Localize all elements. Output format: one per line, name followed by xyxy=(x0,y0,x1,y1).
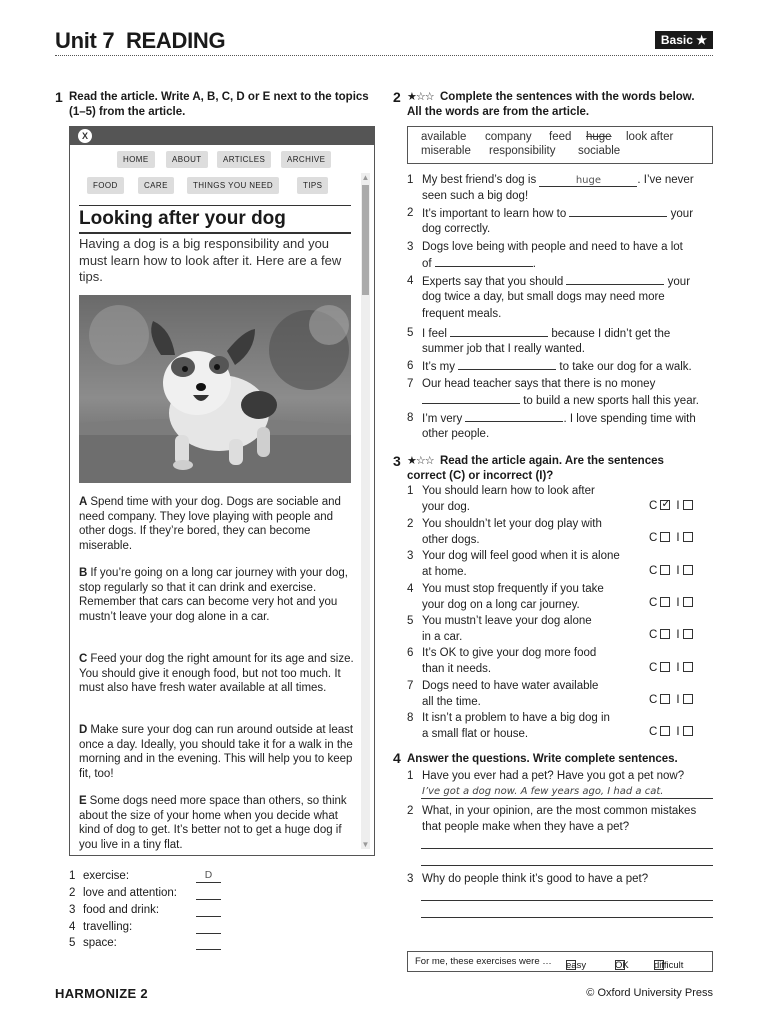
answer-line[interactable] xyxy=(421,798,713,799)
close-icon[interactable]: X xyxy=(78,129,92,143)
nav-home[interactable]: HOME xyxy=(117,151,155,168)
ci-checkboxes: C I xyxy=(649,629,699,641)
scrollbar[interactable] xyxy=(361,173,370,849)
checkbox-i[interactable] xyxy=(683,565,693,575)
checkbox-c[interactable] xyxy=(660,662,670,672)
checkbox-c[interactable] xyxy=(660,532,670,542)
nav-articles[interactable]: ARTICLES xyxy=(217,151,271,168)
level-badge: Basic ★ xyxy=(655,31,713,49)
answer-blank[interactable] xyxy=(465,410,563,422)
checkbox-i[interactable] xyxy=(683,694,693,704)
ex4-answer-1[interactable]: I’ve got a dog now. A few years ago, I had a cat. xyxy=(422,786,664,797)
answer-blank[interactable] xyxy=(450,325,548,337)
nav-care[interactable]: CARE xyxy=(138,177,174,194)
nav-food[interactable]: FOOD xyxy=(87,177,124,194)
article-title: Looking after your dog xyxy=(79,205,351,234)
word-bank-item: miserable xyxy=(421,145,471,157)
ex2-item: 1 My best friend’s dog is huge . I’ve never seen such a big dog! xyxy=(407,174,694,202)
ex3-item: 8 It isn’t a problem to have a big dog in a small flat or house. xyxy=(407,712,610,740)
answer-blank[interactable] xyxy=(435,255,533,267)
ci-checkboxes: C I xyxy=(649,565,699,577)
checkbox-i[interactable] xyxy=(683,629,693,639)
answer-blank[interactable] xyxy=(422,392,520,404)
ex2-item: 5 I feel because I didn’t get the summer job that I really wanted. xyxy=(407,327,671,355)
ex2-item: 4 Experts say that you should your dog twice a day, but small dogs may need more frequent meals. xyxy=(407,275,691,320)
word-bank-item: available xyxy=(421,131,467,143)
checkbox-i[interactable] xyxy=(683,662,693,672)
ex3-item: 1 You should learn how to look after your dog. xyxy=(407,485,595,513)
ex2-item: 3 Dogs love being with people and need to have a lot of . xyxy=(407,241,683,270)
nav-archive[interactable]: ARCHIVE xyxy=(281,151,331,168)
ex3-item: 2 You shouldn’t let your dog play with other dogs. xyxy=(407,518,602,546)
answer-blank[interactable] xyxy=(458,358,556,370)
word-bank xyxy=(407,126,713,164)
ex2-item: 8 I’m very . I love spending time with other people. xyxy=(407,412,696,440)
topic-answer-field[interactable] xyxy=(196,921,221,934)
ex3-instructions: ★☆☆ Read the article again. Are the sentences correct (C) or incorrect (I)? xyxy=(407,455,664,482)
article-intro: Having a dog is a big responsibility and you must learn how to look after it. Here are a few tips. xyxy=(79,236,342,284)
checkbox-i[interactable] xyxy=(683,532,693,542)
difficulty-stars: ★☆☆ xyxy=(407,91,434,103)
article-paragraph-b: B If you’re going on a long car journey with your dog, stop regularly so that it can drink and exercise. Remember that cars can become very hot and you mustn’t leave your dog alone in a car. xyxy=(79,567,348,623)
checkbox-c[interactable] xyxy=(660,694,670,704)
copyright: © Oxford University Press xyxy=(586,987,713,999)
ex1-instructions: Read the article. Write A, B, C, D or E next to the topics (1–5) from the article. xyxy=(69,91,369,118)
checkbox-i[interactable] xyxy=(683,500,693,510)
ci-checkboxes: C I xyxy=(649,662,699,674)
answer-line[interactable] xyxy=(421,900,713,901)
ci-checkboxes: C✓ I xyxy=(649,500,699,512)
nav-tips[interactable]: TIPS xyxy=(297,177,328,194)
ex3-item: 5 You mustn’t leave your dog alone in a car. xyxy=(407,615,592,643)
ex3-item: 6 It’s OK to give your dog more food than it needs. xyxy=(407,647,597,675)
word-bank-item: feed xyxy=(549,131,572,143)
answer-blank[interactable] xyxy=(566,273,664,285)
ci-checkboxes: C I xyxy=(649,597,699,609)
ci-checkboxes: C I xyxy=(649,694,699,706)
ex4-number: 4 xyxy=(393,750,401,766)
checkbox-i[interactable] xyxy=(683,597,693,607)
ex4-instructions: Answer the questions. Write complete sentences. xyxy=(407,753,678,765)
ex2-item: 2 It’s important to learn how to your dog correctly. xyxy=(407,207,694,235)
ex3-item: 3 Your dog will feel good when it is alone at home. xyxy=(407,550,620,578)
ex2-item: 6 It’s my to take our dog for a walk. xyxy=(407,360,692,373)
word-bank-item: responsibility xyxy=(489,145,556,157)
ex3-item: 4 You must stop frequently if you take your dog on a long car journey. xyxy=(407,583,604,611)
self-evaluation: For me, these exercises were … easy OK difficult xyxy=(407,951,713,972)
ci-checkboxes: C I xyxy=(649,726,699,738)
article-paragraph-a: A Spend time with your dog. Dogs are sociable and need company. They love playing with people and other dogs. If they’re bored, they can become miserable. xyxy=(79,496,341,552)
ci-checkboxes: C I xyxy=(649,532,699,544)
answer-line[interactable] xyxy=(421,865,713,866)
nav-things-you-need[interactable]: THINGS YOU NEED xyxy=(187,177,279,194)
nav-about[interactable]: ABOUT xyxy=(166,151,208,168)
article-paragraph-e: E Some dogs need more space than others, so think about the size of your home when you decide what kind of dog to get. It’s better not to get a huge dog if you live in a tiny flat. xyxy=(79,795,347,851)
checkbox-c-checked[interactable] xyxy=(660,500,670,510)
scroll-thumb[interactable] xyxy=(362,185,369,295)
ex2-number: 2 xyxy=(393,89,401,105)
ex1-number: 1 xyxy=(55,89,63,105)
answer-blank[interactable] xyxy=(569,205,667,217)
window-titlebar xyxy=(70,127,374,145)
article-paragraph-d: D Make sure your dog can run around outside at least once a day. Ideally, you should take it for a walk in the morning and in the evening. This will help you to keep fit, too! xyxy=(79,724,354,780)
word-bank-item: sociable xyxy=(578,145,621,157)
ex2-item: 7 Our head teacher says that there is no money to build a new sports hall this year. xyxy=(407,378,699,407)
topic-answer-field[interactable] xyxy=(196,937,221,950)
difficulty-stars: ★☆☆ xyxy=(407,455,434,467)
ex4-question: 3 Why do people think it’s good to have a pet? xyxy=(407,873,649,885)
ex3-item: 7 Dogs need to have water available all the time. xyxy=(407,680,599,708)
scroll-down-icon[interactable]: ▼ xyxy=(361,840,370,849)
brand-logo: HARMONIZE 2 xyxy=(55,986,148,1001)
answer-blank[interactable]: huge xyxy=(539,175,637,187)
word-bank-item: company xyxy=(485,131,532,143)
topic-answer-field[interactable]: D xyxy=(196,870,221,883)
word-bank-item-used: huge xyxy=(586,131,612,143)
checkbox-c[interactable] xyxy=(660,597,670,607)
ex4-question: 1 Have you ever had a pet? Have you got a pet now? xyxy=(407,770,685,782)
topic-answer-field[interactable] xyxy=(196,887,221,900)
scroll-up-icon[interactable]: ▲ xyxy=(361,173,370,182)
article-paragraph-c: C Feed your dog the right amount for its age and size. You should give it enough food, but not too much. It must also have fresh water available at all times. xyxy=(79,653,354,695)
checkbox-c[interactable] xyxy=(660,629,670,639)
page-header xyxy=(55,28,713,56)
answer-line[interactable] xyxy=(421,917,713,918)
word-bank-item: look after xyxy=(626,131,674,143)
ex2-instructions: ★☆☆ Complete the sentences with the words below. All the words are from the article. xyxy=(407,91,695,118)
ex3-number: 3 xyxy=(393,453,401,469)
answer-line[interactable] xyxy=(421,848,713,849)
ex4-question: 2 What, in your opinion, are the most common mistakes that people make when they have a pet? xyxy=(407,805,697,833)
unit-title: Unit 7 READING xyxy=(55,28,226,53)
article-window xyxy=(69,126,375,856)
topic-answer-field[interactable] xyxy=(196,904,221,917)
dog-photo xyxy=(79,295,351,483)
checkbox-c[interactable] xyxy=(660,726,670,736)
checkbox-i[interactable] xyxy=(683,726,693,736)
checkbox-c[interactable] xyxy=(660,565,670,575)
